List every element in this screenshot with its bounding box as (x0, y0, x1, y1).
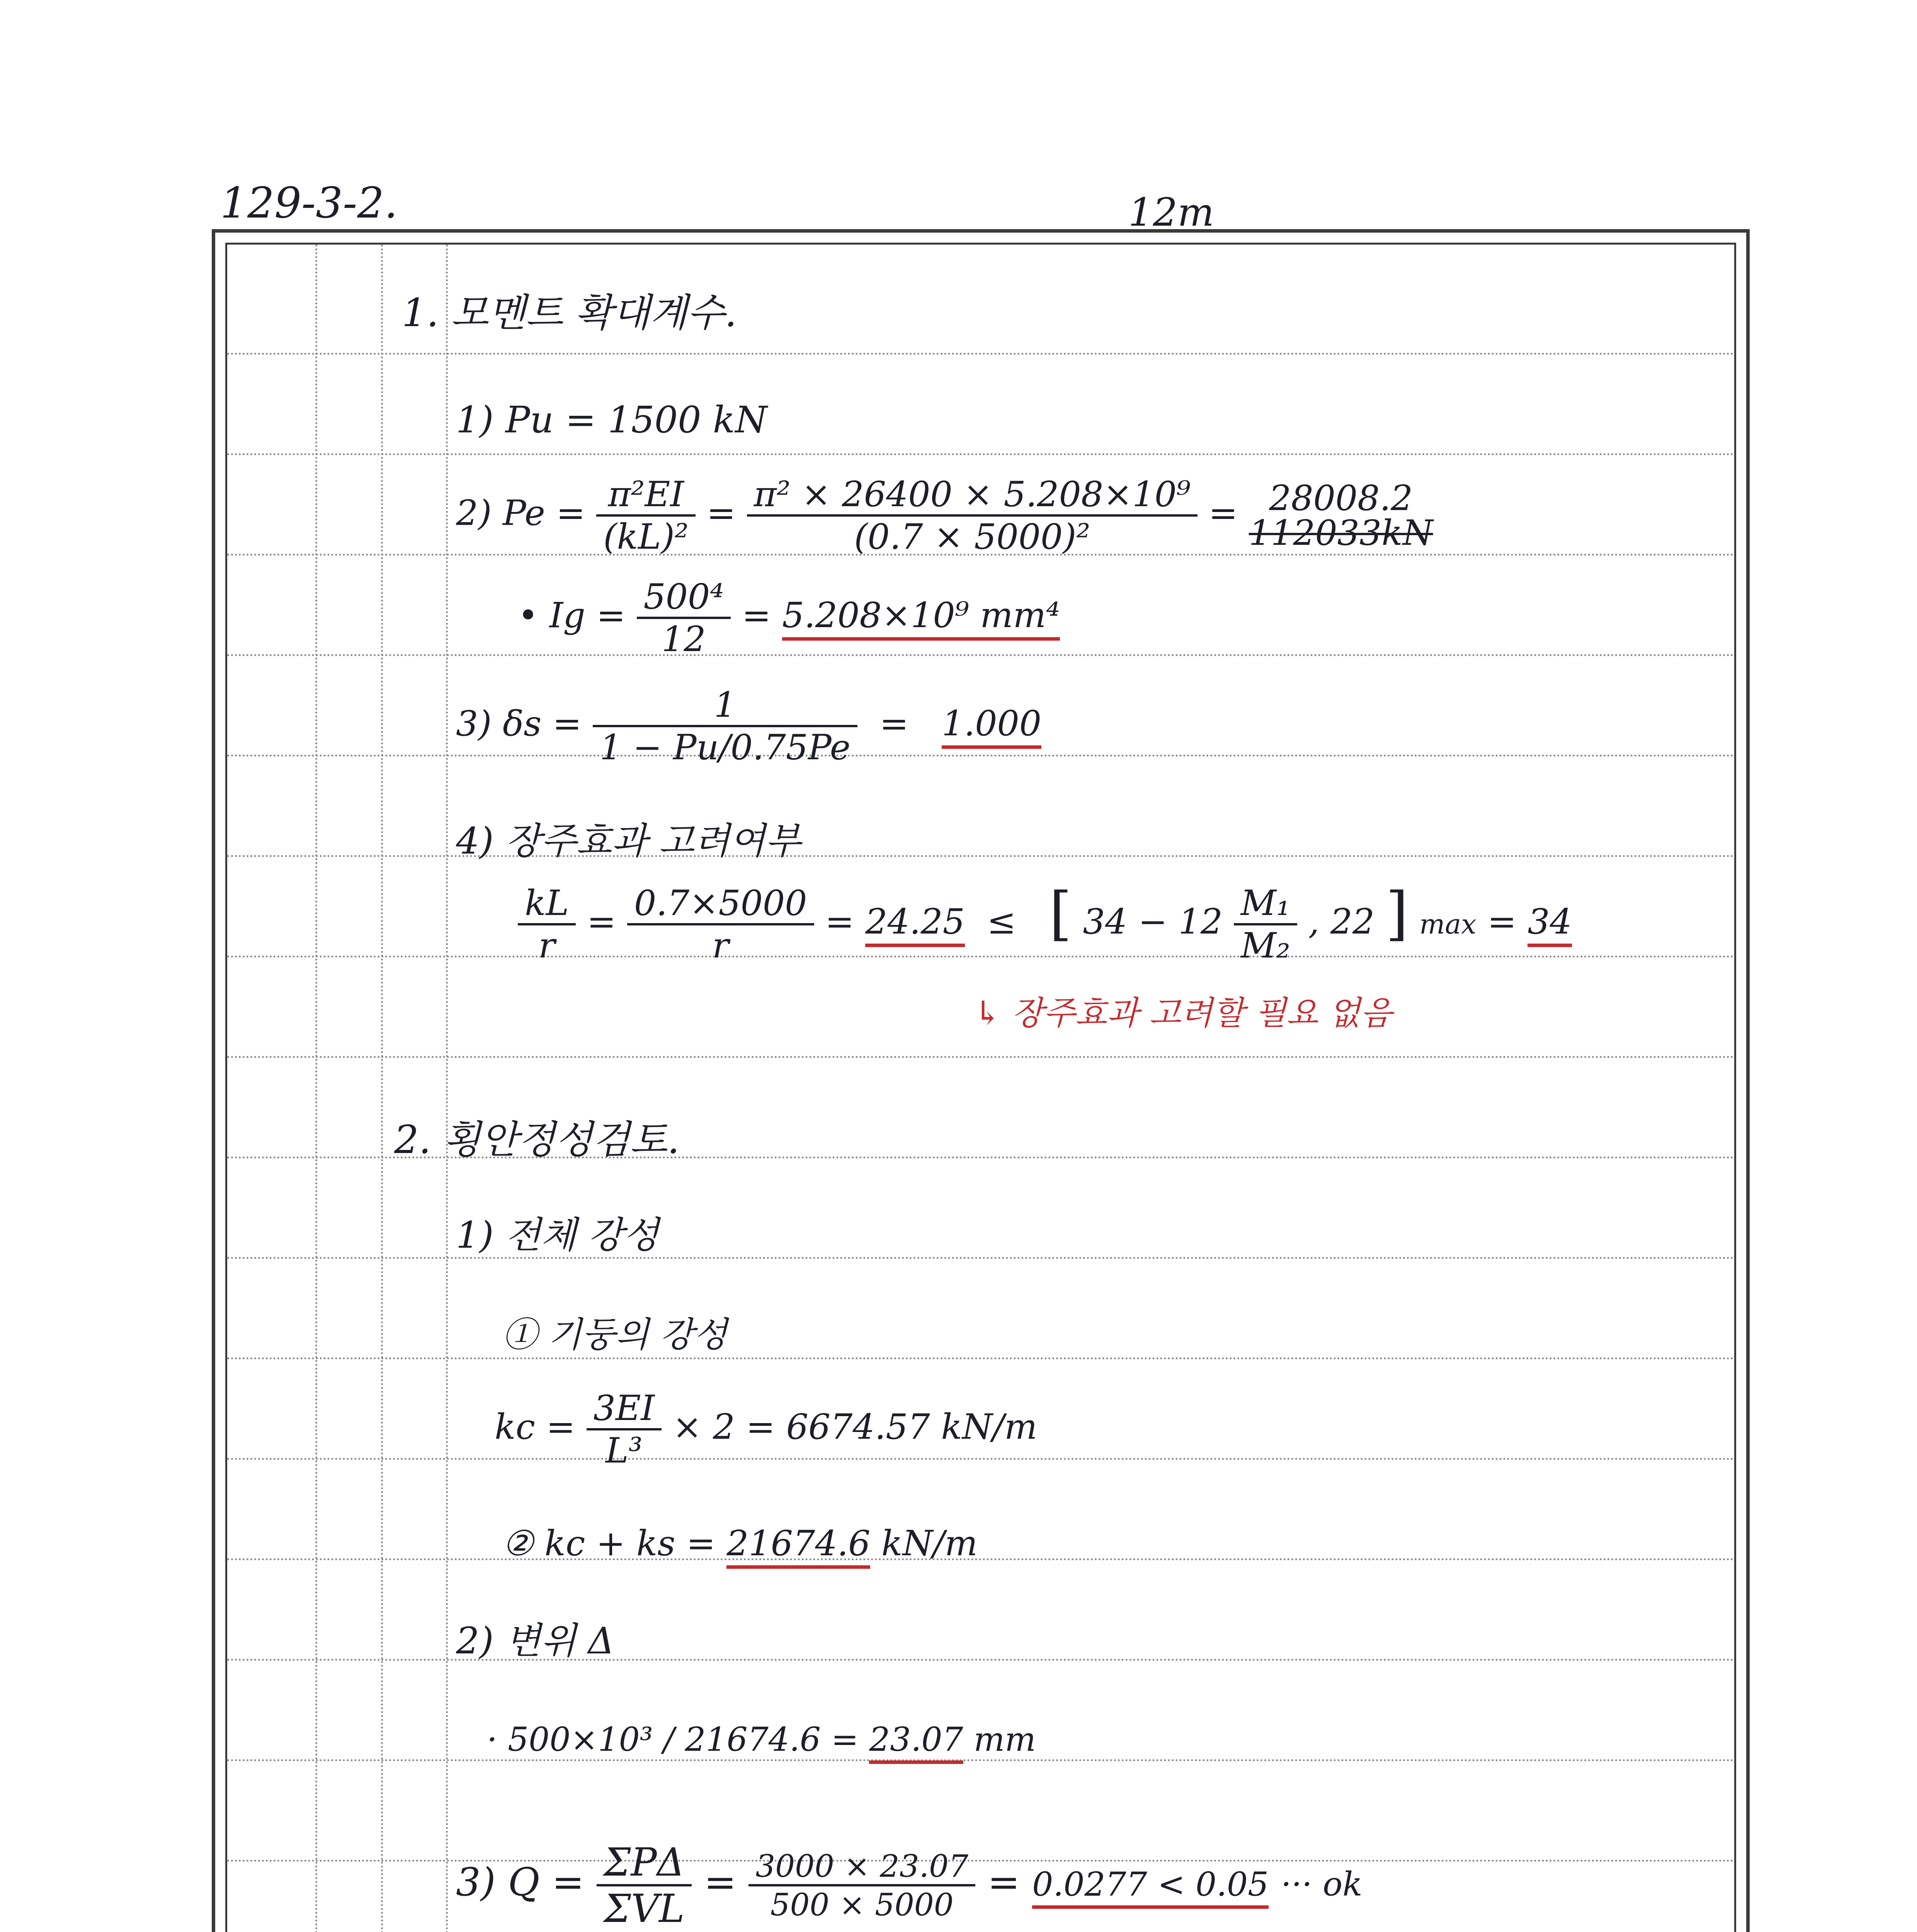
limit-expr-b: , 22 (1308, 901, 1375, 942)
page-marker: 12m (1128, 190, 1214, 235)
q-result: 0.0277 < 0.05 (1032, 1866, 1269, 1909)
ig-prefix: • Ig = (518, 595, 626, 636)
delta-num: 1 (593, 688, 857, 727)
q-formula-den: ΣVL (604, 1886, 685, 1931)
kl-r-substitution (627, 883, 814, 966)
limit-eq: = (1487, 901, 1517, 942)
delta-result: 1.000 (942, 703, 1041, 749)
delta-den: 1 − Pu/0.75Pe (599, 727, 850, 768)
sheet-id: 129-3-2. (220, 178, 398, 228)
q-substitution-den: 500 × 5000 (770, 1887, 954, 1923)
pe-substitution-den: (0.7 × 5000)² (854, 517, 1090, 557)
s2-line-displacement: 2) 변위 Δ (456, 1620, 615, 1662)
kc-ks-result: 21674.6 (726, 1523, 870, 1569)
slenderness-result: 24.25 (865, 901, 965, 947)
s1-line-slenderness: $\frac{kL}{r}$ = $\frac{0.7\times 5000}{r}$ = 24.25 ≤ [ 34 − 12 $\frac{\text{M₁}}{\text{M₂}}$ , 22 ] max = 34 (518, 885, 1572, 963)
q-ok: ··· ok (1281, 1865, 1362, 1904)
ig-fraction (637, 577, 731, 660)
le-sign: ≤ (987, 901, 1016, 942)
r-den: r (538, 925, 555, 966)
delta-calc-result: 23.07 (869, 1721, 963, 1764)
delta-calc-prefix: · 500×10³ / 21674.6 = (487, 1721, 859, 1759)
s2-line-delta-calc (487, 1721, 1036, 1759)
pe-result (1249, 478, 1433, 553)
s1-line-ig: • Ig = $\frac{\text{500⁴}}{12}$ = 5.208×10⁹ mm⁴ (518, 577, 1060, 660)
kc-ks-prefix: ② kc + ks = (502, 1523, 716, 1564)
m1: M₁ (1234, 886, 1297, 925)
kc-fraction (587, 1388, 662, 1471)
pe-result-struck: 112033kN (1249, 513, 1433, 553)
pe-substitution-fraction (747, 474, 1197, 557)
kl-sub-den: r (712, 925, 729, 966)
s1-line-long-column: 4) 장주효과 고려여부 (456, 820, 801, 862)
delta-fraction (593, 685, 857, 768)
q-prefix: Q = (508, 1859, 584, 1905)
ig-result: 5.208×10⁹ mm⁴ (782, 595, 1060, 641)
section-2-heading: 2. 횡안정성검토. (394, 1117, 680, 1162)
s1-line-pe: 2) Pe = $\frac{\text{π²EI}}{\text{(kL)²}}$ = $\frac{\text{π² × 26400 × 5.208×10⁹}}{\text{(0.7 × 5000)²}}$ = 28008.2 112033kN (456, 474, 1433, 557)
ig-den: 12 (662, 619, 706, 660)
moment-ratio (1234, 883, 1297, 966)
s2-line-kc-ks (502, 1523, 978, 1564)
s1-line-delta: 3) δs = $\frac{1}{1 - Pu/0.75Pe}$ = 1.000 (456, 685, 1042, 768)
s2-line-column-stiffness: ① 기둥의 강성 (502, 1315, 727, 1355)
kl-num: kL (518, 886, 576, 925)
pe-result-corrected: 28008.2 (1269, 478, 1413, 519)
delta-calc-unit: mm (973, 1721, 1036, 1759)
kc-prefix: kc = (495, 1406, 575, 1447)
q-substitution-num: 3000 × 23.07 (748, 1851, 975, 1886)
delta-prefix: 3) δs = (456, 703, 582, 744)
q-formula-fraction (597, 1840, 692, 1931)
long-column-note: ↳ 장주효과 고려할 필요 없음 (974, 994, 1392, 1032)
pe-prefix: 2) Pe = (456, 493, 585, 534)
kl-sub-num: 0.7×5000 (627, 886, 814, 925)
m2: M₂ (1240, 925, 1290, 966)
s2-line-kc (495, 1388, 1038, 1471)
kc-num: 3EI (587, 1391, 662, 1430)
q-substitution-fraction (748, 1848, 975, 1923)
limit-result: 34 (1527, 901, 1572, 947)
kc-result: × 2 = 6674.57 kN/m (672, 1406, 1038, 1447)
pe-formula-fraction (596, 474, 696, 557)
pe-formula-den: (kL)² (603, 517, 689, 557)
s2-line-q: 3) Q = $\frac{\text{ΣPΔ}}{\text{ΣVL}}$ = $\frac{3000 \times 23.07}{500 \times 5000}$ = 0.0277 < 0.05 ··· ok (456, 1840, 1362, 1931)
q-item-number: 3) (456, 1859, 496, 1905)
q-formula-num: ΣPΔ (597, 1843, 692, 1886)
s2-line-total-stiffness: 1) 전체 강성 (456, 1214, 659, 1257)
section-1-heading: 1. 모멘트 확대계수. (402, 290, 737, 335)
s1-line-pu: 1) Pu = 1500 kN (456, 399, 767, 441)
pe-substitution-num: π² × 26400 × 5.208×10⁹ (747, 477, 1197, 517)
ig-num: 500⁴ (637, 580, 731, 619)
max-subscript: max (1419, 908, 1476, 940)
pe-formula-num: π²EI (596, 477, 696, 517)
limit-expr-a: 34 − 12 (1083, 901, 1223, 942)
kc-den: L³ (605, 1430, 643, 1471)
kl-r-fraction (518, 883, 576, 966)
kc-ks-unit: kN/m (881, 1523, 978, 1564)
